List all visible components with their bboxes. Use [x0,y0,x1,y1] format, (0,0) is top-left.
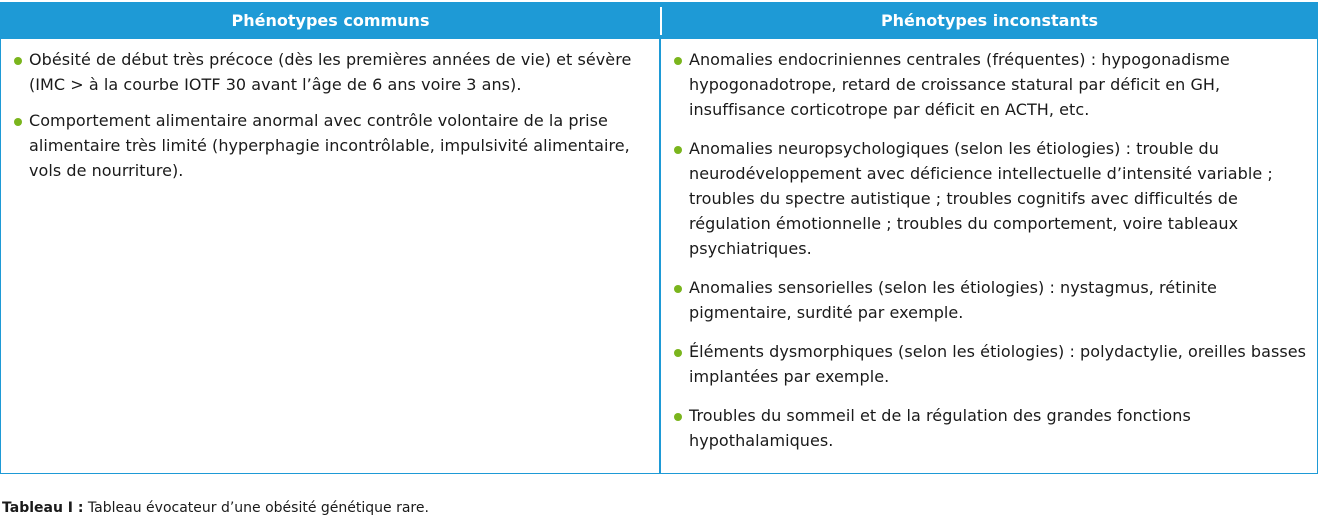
list-item [671,47,1307,122]
header-inconstant-phenotypes: Phénotypes inconstants [880,11,1099,30]
list-item-text: Anomalies endocriniennes centrales (fréquentes) : hypogonadisme hypogonadotrope, retard de croissance statural par déficit en GH, insuffisance corticotrope par déficit en ACTH, etc. [689,50,1230,119]
column-separator [659,39,661,473]
inconstant-phenotypes-column [671,47,1307,467]
list-item-text: Anomalies neuropsychologiques (selon les étiologies) : trouble du neurodéveloppement avec déficience intellectuelle d’intensité variable ; troubles du spectre autistique ; troubles cognitifs avec difficultés de régulation émotionnelle ; troubles du comportement, voire tableaux psychiatriques. [689,139,1273,258]
bullet-icon [674,146,682,154]
table-caption [2,499,429,517]
list-item [11,47,653,97]
list-item-text: Comportement alimentaire anormal avec contrôle volontaire de la prise alimentaire très limité (hyperphagie incontrôlable, impulsivité alimentaire, vols de nourriture). [29,111,630,180]
bullet-icon [674,349,682,357]
bullet-icon [14,118,22,126]
bullet-icon [14,57,22,65]
list-item [671,403,1307,453]
list-item-text: Obésité de début très précoce (dès les premières années de vie) et sévère (IMC > à la courbe IOTF 30 avant l’âge de 6 ans voire 3 ans). [29,50,632,94]
caption-text: Tableau évocateur d’une obésité génétique rare. [83,500,429,516]
list-item [671,136,1307,261]
list-item-text: Éléments dysmorphiques (selon les étiologies) : polydactylie, oreilles basses implantées par exemple. [689,342,1307,386]
list-item-text: Troubles du sommeil et de la régulation des grandes fonctions hypothalamiques. [689,406,1191,450]
list-item [671,339,1307,389]
common-phenotypes-column [11,47,653,194]
caption-label: Tableau I : [2,500,84,516]
list-item-text: Anomalies sensorielles (selon les étiologies) : nystagmus, rétinite pigmentaire, surdité par exemple. [689,278,1217,322]
header-common-phenotypes: Phénotypes communs [231,11,430,30]
list-item [11,108,653,183]
bullet-icon [674,285,682,293]
table-header-row [1,3,1317,39]
list-item [671,275,1307,325]
phenotypes-table [0,2,1318,474]
bullet-icon [674,57,682,65]
bullet-icon [674,413,682,421]
